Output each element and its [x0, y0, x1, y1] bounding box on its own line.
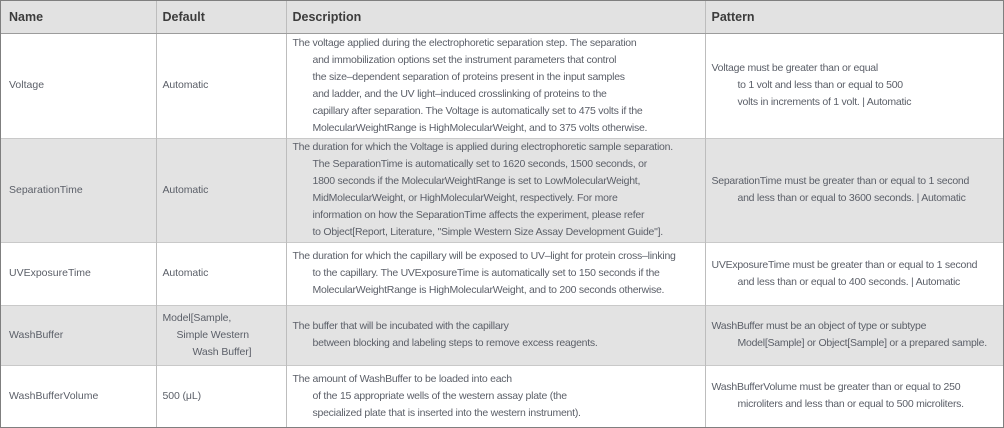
option-default — [156, 242, 286, 305]
cell-line: 500 (μL) — [162, 389, 202, 402]
cell-line: The amount of WashBuffer to be loaded into each — [292, 372, 512, 385]
cell-line: specialized plate that is inserted into the western instrument). — [312, 406, 581, 419]
cell-line: The SeparationTime is automatically set to 1620 seconds, 1500 seconds, or — [312, 158, 647, 170]
cell-line: The duration for which the capillary will be exposed to UV–light for protein cross–linking — [292, 250, 676, 262]
option-pattern — [705, 138, 1003, 242]
option-default — [156, 33, 286, 138]
column-header-pattern: Pattern — [705, 1, 1003, 33]
cell-line: Voltage must be greater than or equal — [711, 62, 878, 74]
option-description — [286, 33, 705, 138]
cell-line: of the 15 appropriate wells of the western assay plate (the — [312, 389, 567, 402]
header-row — [1, 1, 1003, 33]
cell-line: the size–dependent separation of proteins present in the input samples — [312, 70, 625, 83]
column-header-description: Description — [286, 1, 705, 33]
cell-line: Wash Buffer] — [192, 345, 252, 358]
cell-line: to Object[Report, Literature, "Simple Western Size Assay Development Guide"]. — [312, 226, 663, 238]
cell-line: and ladder, and the UV light–induced crosslinking of proteins to the — [312, 87, 607, 100]
option-description — [286, 242, 705, 305]
option-pattern — [705, 242, 1003, 305]
option-description — [286, 305, 705, 365]
column-header-default: Default — [156, 1, 286, 33]
cell-line: to 1 volt and less than or equal to 500 — [737, 79, 903, 91]
cell-line: SeparationTime must be greater than or equal to 1 second — [711, 175, 970, 187]
option-name: WashBufferVolume — [1, 365, 156, 427]
table-row-wash-buffer — [1, 305, 1003, 365]
option-pattern — [705, 305, 1003, 365]
cell-line: Automatic — [162, 183, 209, 196]
cell-line: microliters and less than or equal to 500 microliters. — [737, 398, 964, 411]
option-pattern — [705, 365, 1003, 427]
cell-line: and less than or equal to 400 seconds. | Automatic — [737, 275, 961, 288]
option-default — [156, 365, 286, 427]
cell-line: The buffer that will be incubated with the capillary — [292, 320, 509, 332]
cell-line: Model[Sample, — [162, 311, 232, 324]
cell-line: UVExposureTime must be greater than or equal to 1 second — [711, 258, 978, 271]
cell-line: volts in increments of 1 volt. | Automatic — [737, 96, 912, 108]
option-default — [156, 305, 286, 365]
cell-line: information on how the SeparationTime affects the experiment, please refer — [312, 209, 645, 221]
option-name: WashBuffer — [1, 305, 156, 365]
table-row-wash-buffer-volume — [1, 365, 1003, 427]
cell-line: to the capillary. The UVExposureTime is automatically set to 150 seconds if the — [312, 267, 660, 279]
option-name: UVExposureTime — [1, 242, 156, 305]
column-header-name: Name — [1, 1, 156, 33]
cell-line: and less than or equal to 3600 seconds. | Automatic — [737, 192, 966, 204]
cell-line: and immobilization options set the instrument parameters that control — [312, 53, 617, 66]
options-table — [1, 1, 1003, 427]
option-name: Voltage — [1, 33, 156, 138]
cell-line: MolecularWeightRange is HighMolecularWeight, and to 200 seconds otherwise. — [312, 284, 665, 296]
cell-line: capillary after separation. The Voltage is automatically set to 475 volts if the — [312, 104, 643, 117]
option-default — [156, 138, 286, 242]
option-description — [286, 138, 705, 242]
cell-line: Model[Sample] or Object[Sample] or a prepared sample. — [737, 337, 987, 349]
option-pattern — [705, 33, 1003, 138]
option-description — [286, 365, 705, 427]
cell-line: The voltage applied during the electrophoretic separation step. The separation — [292, 36, 637, 49]
cell-line: MidMolecularWeight, or HighMolecularWeight, respectively. For more — [312, 192, 618, 204]
cell-line: WashBufferVolume must be greater than or equal to 250 — [711, 381, 961, 394]
cell-line: MolecularWeightRange is HighMolecularWeight, and to 375 volts otherwise. — [312, 121, 648, 134]
cell-line: The duration for which the Voltage is applied during electrophoretic sample separation. — [292, 141, 673, 153]
cell-line: Automatic — [162, 79, 209, 91]
cell-line: between blocking and labeling steps to remove excess reagents. — [312, 337, 598, 349]
cell-line: 1800 seconds if the MolecularWeightRange is set to LowMolecularWeight, — [312, 175, 641, 187]
table-row-separation-time — [1, 138, 1003, 242]
cell-line: Simple Western — [176, 328, 250, 341]
cell-line: Automatic — [162, 267, 209, 279]
table-row-uv-exposure-time — [1, 242, 1003, 305]
table-row-voltage — [1, 33, 1003, 138]
cell-line: WashBuffer must be an object of type or subtype — [711, 320, 927, 332]
option-name: SeparationTime — [1, 138, 156, 242]
